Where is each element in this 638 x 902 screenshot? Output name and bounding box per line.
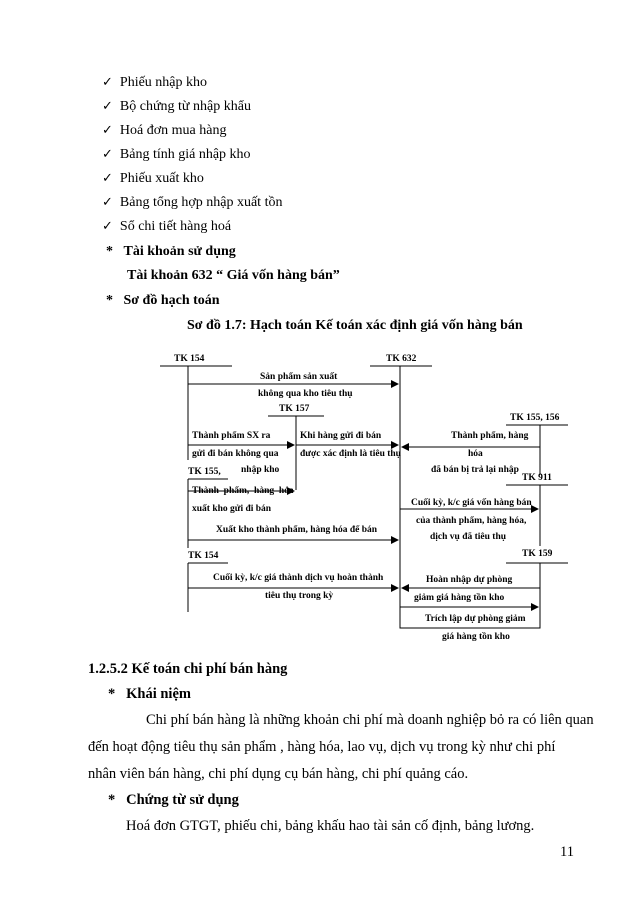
diagram-caption: Sơ đồ 1.7: Hạch toán Kế toán xác định giá vốn hàng bán — [187, 318, 523, 333]
khi-hang-label-2: được xác định là tiêu thụ — [300, 449, 401, 459]
checklist-item: ✓ Bảng tính giá nhập kho — [102, 147, 251, 162]
docs-text: Hoá đơn GTGT, phiếu chi, bảng khấu hao tài sản cố định, bảng lương. — [126, 818, 535, 834]
checkmark-icon: ✓ — [102, 147, 113, 162]
san-pham-label-2: không qua kho tiêu thụ — [258, 389, 353, 399]
account-text: Tài khoản 632 “ Giá vốn hàng bán” — [127, 268, 340, 283]
cuoi-ky-911-label-3: dịch vụ đã tiêu thụ — [430, 532, 507, 542]
checkmark-icon: ✓ — [102, 75, 113, 90]
trich-lap-label-2: giá hàng tồn kho — [442, 632, 510, 642]
tra-lai-label-1: Thành phẩm, hàng — [451, 431, 529, 441]
tk154-bottom-label: TK 154 — [188, 551, 219, 561]
concept-heading: * Khái niệm — [108, 686, 191, 702]
cuoi-ky-dv-label-2: tiêu thụ trong kỳ — [265, 591, 334, 601]
checklist-item: ✓ Sổ chi tiết hàng hoá — [102, 219, 232, 234]
tra-lai-label-2: hóa — [468, 449, 483, 459]
cuoi-ky-911-label-1: Cuối kỳ, k/c giá vốn hàng bán — [411, 498, 532, 508]
cuoi-ky-dv-label-1: Cuối kỳ, k/c giá thành dịch vụ hoàn thành — [213, 573, 384, 583]
thanh-pham-sx-label-1: Thành phẩm SX ra — [192, 431, 271, 441]
tk155-label: TK 155, — [188, 467, 221, 477]
trich-lap-label-1: Trích lập dự phòng giảm — [425, 614, 526, 624]
bullet-icon: * — [106, 293, 113, 308]
tk154-top-label: TK 154 — [174, 354, 205, 364]
tra-lai-label-3: đã bán bị trả lại nhập — [431, 465, 519, 475]
bullet-icon: * — [108, 792, 116, 808]
cuoi-ky-911-label-2: của thành phẩm, hàng hóa, — [416, 516, 527, 526]
checkmark-icon: ✓ — [102, 219, 113, 234]
tk911-label: TK 911 — [522, 473, 552, 483]
concept-line: nhân viên bán hàng, chi phí dụng cụ bán hàng, chi phí quảng cáo. — [88, 766, 469, 782]
account-heading: * Tài khoản sử dụng — [106, 244, 236, 259]
tk632-label: TK 632 — [386, 354, 417, 364]
tk159-label: TK 159 — [522, 549, 553, 559]
hoan-nhap-label-2: giảm giá hàng tồn kho — [414, 593, 505, 603]
diagram-heading: * Sơ đồ hạch toán — [106, 293, 220, 308]
san-pham-label-1: Sản phẩm sản xuất — [260, 372, 338, 382]
page-number: 11 — [560, 844, 574, 860]
concept-line: Chi phí bán hàng là những khoản chi phí mà doanh nghiệp bỏ ra có liên quan — [146, 712, 594, 728]
hoan-nhap-label-1: Hoàn nhập dự phòng — [426, 575, 513, 585]
bullet-icon: * — [106, 244, 113, 259]
bullet-icon: * — [108, 686, 116, 702]
docs-heading: * Chứng từ sử dụng — [108, 792, 239, 808]
checklist-item: ✓ Phiếu xuất kho — [102, 171, 204, 186]
cost-section-heading: 1.2.5.2 Kế toán chi phí bán hàng — [88, 661, 288, 677]
xuat-gui-label-1: Thành phẩm, hàng hóa — [192, 486, 294, 496]
xuat-ban-label: Xuất kho thành phẩm, hàng hóa để bán — [216, 525, 378, 535]
checklist-item: ✓ Phiếu nhập kho — [102, 75, 208, 90]
xuat-gui-label-2: xuất kho gửi đi bán — [192, 504, 272, 514]
checklist-item: ✓ Bộ chứng từ nhập khẩu — [102, 99, 251, 114]
tk155-156-label: TK 155, 156 — [510, 413, 560, 423]
tk157-label: TK 157 — [279, 404, 310, 414]
checklist-item: ✓ Hoá đơn mua hàng — [102, 123, 227, 138]
checkmark-icon: ✓ — [102, 171, 113, 186]
concept-line: đến hoạt động tiêu thụ sản phẩm , hàng hóa, lao vụ, dịch vụ trong kỳ như chi phí — [88, 739, 556, 755]
checklist-item: ✓ Bảng tổng hợp nhập xuất tồn — [102, 195, 283, 210]
thanh-pham-sx-label-2: gửi đi bán không qua — [192, 449, 279, 459]
checkmark-icon: ✓ — [102, 195, 113, 210]
thanh-pham-sx-label-3: nhập kho — [241, 465, 280, 475]
checkmark-icon: ✓ — [102, 123, 113, 138]
khi-hang-label-1: Khi hàng gửi đi bán — [300, 431, 382, 441]
checkmark-icon: ✓ — [102, 99, 113, 114]
